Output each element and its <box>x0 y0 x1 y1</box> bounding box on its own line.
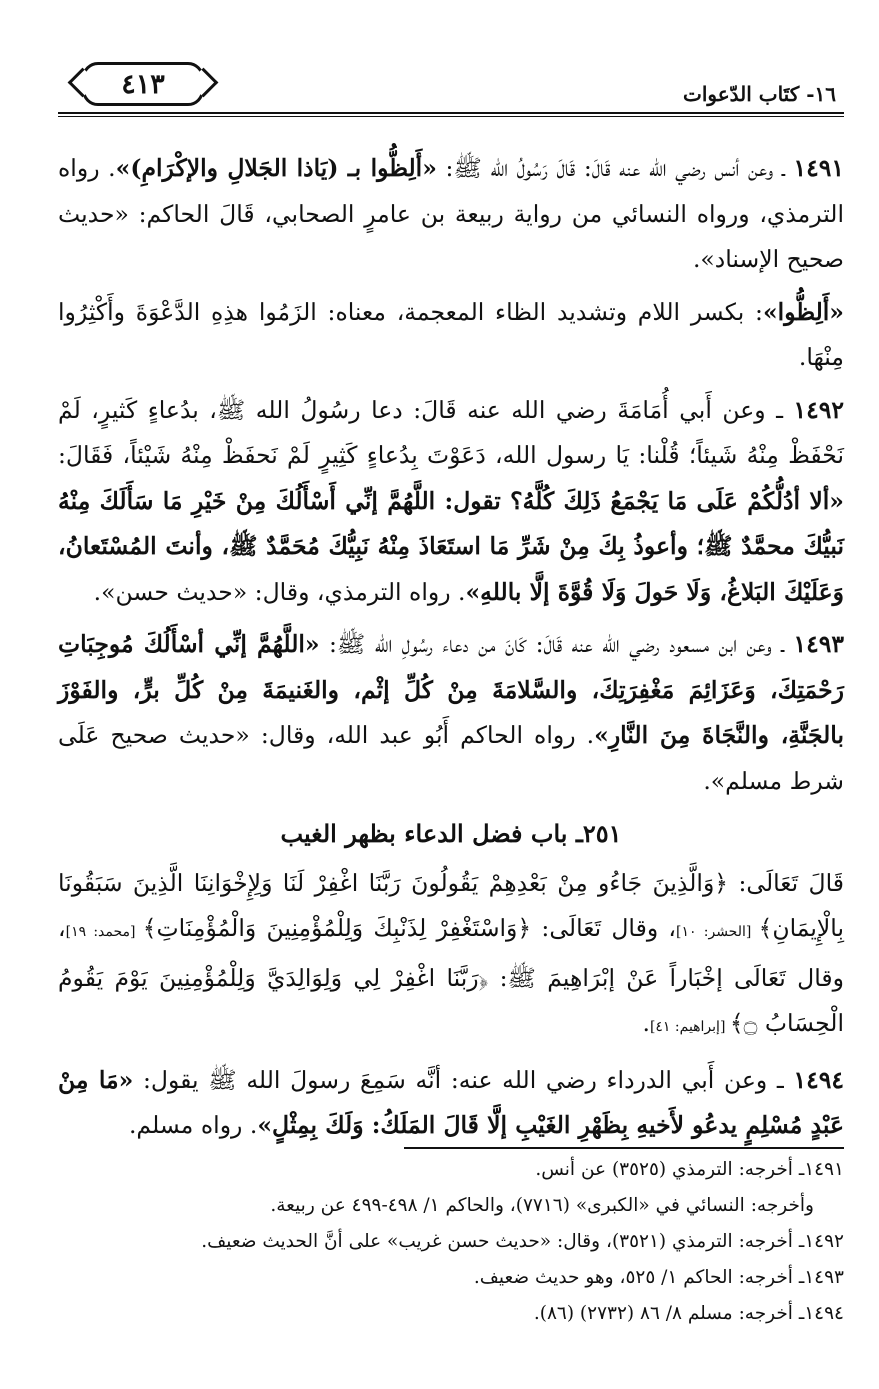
verse-reference: [الحشر: ١٠] <box>676 924 759 940</box>
hadith-rest: . رواه الترمذي، ورواه النسائي من رواية ربيعة بن عامرٍ الصحابي، قَالَ الحاكم: «حديث صحيح الإسناد». <box>58 154 844 273</box>
hadith-number: ١٤٩٣ <box>793 630 844 658</box>
hadith-rest: . رواه الترمذي، وقال: «حديث حسن». <box>93 577 466 606</box>
verse-reference: [محمد: ١٩] <box>65 924 143 940</box>
quran-text: ، وقال تَعَالَى: <box>531 914 677 942</box>
quran-text: ، وقال تَعَالَى إخْبَاراً عَنْ إبْرَاهِيمَ ﷺ: <box>58 914 844 992</box>
hadith-intro: ـ وعن أَبي أُمَامَةَ رضي الله عنه قَالَ: دعا رسُولُ الله ﷺ، بدُعاءٍ كَثيرٍ، لَمْ نَحْفَظْ مِنْهُ شَيئاً؛ قُلْنا: يَا رسول الله، دَعَوْتَ بِدُعاءٍ كَثِيرٍ لَمْ نَحفَظْ مِنْهُ شَيْئاً، فَقَالَ: <box>58 395 844 469</box>
footnote: ١٤٩٢ـ أخرجه: الترمذي (٣٥٢١)، وقال: «حديث حسن غريب» على أنَّ الحديث ضعيف. <box>201 1231 844 1252</box>
footnote: وأخرجه: النسائي في «الكبرى» (٧٧١٦)، والحاكم ١/ ٤٩٨-٤٩٩ عن ربيعة. <box>270 1195 814 1216</box>
footnote: ١٤٩٣ـ أخرجه: الحاكم ١/ ٥٢٥، وهو حديث ضعيف. <box>473 1267 844 1288</box>
hadith-number: ١٤٩١ <box>793 154 844 182</box>
verse-reference: [إبراهيم: ٤١] <box>649 1019 730 1035</box>
hadith-1492 <box>58 388 844 616</box>
running-chapter-title: ١٦- كتَاب الدّعوات <box>683 82 836 106</box>
quran-verse: ﴿رَبَّنَا اغْفِرْ لِي وَلِوَالِدَيَّ وَلِلْمُؤْمِنِينَ يَوْمَ يَقُومُ الْحِسَابُ ۝﴾ <box>58 963 844 1037</box>
hadith-1493 <box>58 622 844 804</box>
quran-text: قَالَ تَعَالَى: <box>728 868 844 897</box>
page-number-text: ٤١٣ <box>121 68 165 100</box>
term: «أَلِظُّوا» <box>762 297 844 326</box>
header-rule-thin <box>58 116 844 117</box>
hadith-1494 <box>58 1058 844 1149</box>
quran-paragraph <box>58 861 844 1051</box>
header-rule <box>58 112 844 114</box>
hadith-quote: «مَا مِنْ عَبْدٍ مُسْلِمٍ يدعُو لأَخيهِ بِظَهْرِ الغَيْبِ إلَّا قَالَ المَلَكُ: وَلَكَ بِمِثْلٍ» <box>58 1065 844 1139</box>
footnote: ١٤٩١ـ أخرجه: الترمذي (٣٥٢٥) عن أنس. <box>535 1159 844 1180</box>
term-explanation: : بكسر اللام وتشديد الظاء المعجمة، معناه: الزَمُوا هذِهِ الدَّعْوَةَ وأَكْثِرُوا مِنْهَا. <box>58 297 844 371</box>
hadith-rest: . رواه مسلم. <box>128 1111 258 1139</box>
hadith-quote: «أَلِظُّوا بـ (يَاذا الجَلالِ والإكْرَامِ)» <box>115 154 437 182</box>
quran-verse: ﴿وَاسْتَغْفِرْ لِذَنْبِكَ وَلِلْمُؤْمِنِينَ وَالْمُؤْمِنَاتِ﴾ <box>142 914 532 942</box>
footnote-separator <box>404 1147 844 1149</box>
hadith-intro: ـ وعن ابن مسعود رضي الله عنه قَالَ: كَانَ من دعاء رسُولِ الله ﷺ: <box>319 630 785 658</box>
hadith-number: ١٤٩٢ <box>793 395 844 424</box>
hadith-quote: «اللَّهُمَّ إنِّي أسْأَلُكَ مُوجِبَاتِ رَحْمَتِكَ، وَعَزَائِمَ مَغْفِرَتِكَ، والسَّلامَةَ مِنْ كُلِّ إثْم، والغَنيمَةَ مِنْ كُلِّ برٍّ، والفَوْزَ بالجَنَّةِ، والنَّجَاةَ مِنَ النَّارِ» <box>58 630 845 749</box>
hadith-intro: ـ وعن أَبي الدرداء رضي الله عنه: أنَّه سَمِعَ رسولَ الله ﷺ يقول: <box>133 1065 784 1094</box>
page-number <box>82 62 204 106</box>
explanation-paragraph <box>58 290 844 381</box>
hadith-number: ١٤٩٤ <box>793 1065 844 1094</box>
chapter-heading: ٢٥١ـ باب فضل الدعاء بظهر الغيب <box>280 819 622 848</box>
hadith-1491 <box>58 146 844 283</box>
footnote: ١٤٩٤ـ أخرجه: مسلم ٨/ ٨٦ (٢٧٣٢) (٨٦). <box>533 1303 844 1324</box>
footnotes <box>70 1152 844 1332</box>
quran-verse: ﴿وَالَّذِينَ جَاءُو مِنْ بَعْدِهِمْ يَقُولُونَ رَبَّنَا اغْفِرْ لَنَا وَلِإِخْوَانِنَا الَّذِينَ سَبَقُونَا بِالْإِيمَانِ﴾ <box>58 868 844 942</box>
hadith-intro: ـ وعن أنس رضي الله عنه قَالَ: قَالَ رَسُولُ الله ﷺ: <box>436 154 785 182</box>
quran-text: . <box>642 1009 650 1037</box>
page-header <box>58 56 844 122</box>
hadith-rest: . رواه الحاكم أَبُو عبد الله، وقال: «حديث صحيح عَلَى شرط مسلم». <box>58 721 844 795</box>
hadith-quote: «ألا أدُلُّكُمْ عَلَى مَا يَجْمَعُ ذَلِكَ كُلَّهُ؟ تقول: اللَّهُمَّ إنِّي أَسْأَلُكَ مِنْ خَيْرِ مَا سَأَلَكَ مِنْهُ نَبيُّكَ محمَّدٌ ﷺ؛ وأعوذُ بِكَ مِنْ شَرِّ مَا استَعَاذَ مِنْهُ نَبِيُّكَ مُحَمَّدٌ ﷺ، وأنتَ المُسْتَعانُ، وَعَلَيْكَ البَلاغُ، وَلَا حَولَ وَلَا قُوَّةَ إلَّا باللهِ» <box>58 486 844 606</box>
main-text <box>58 146 844 1156</box>
